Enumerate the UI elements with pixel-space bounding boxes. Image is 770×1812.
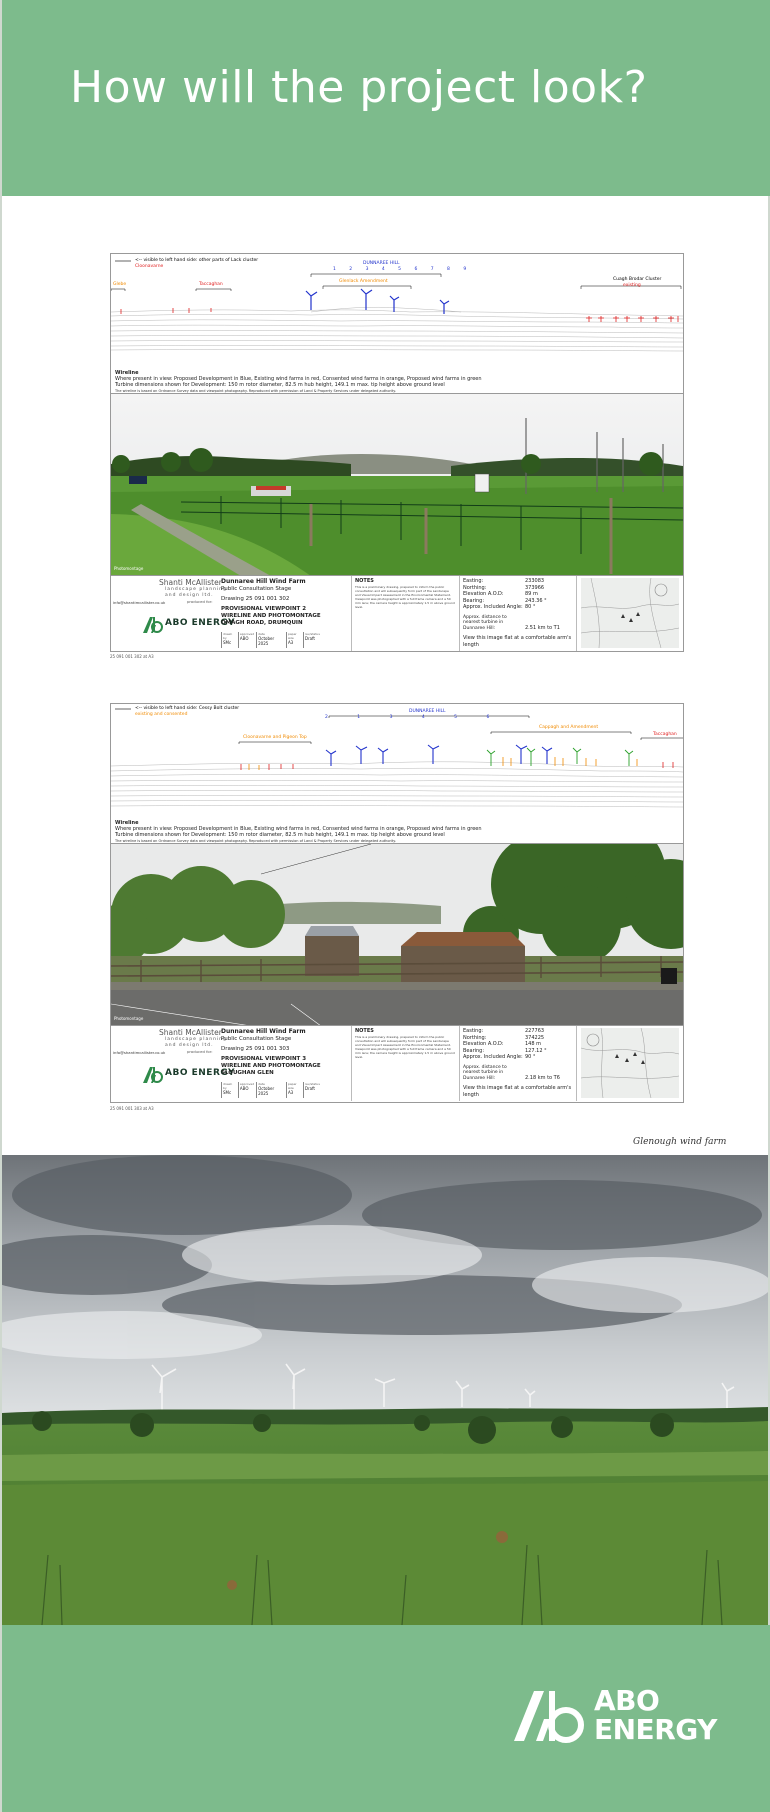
meta-cell [238, 1082, 254, 1098]
drawing-number: Drawing 25 091 001 303 [221, 1046, 290, 1052]
abo-logo-icon [514, 1687, 586, 1743]
title-divider [459, 576, 460, 651]
legend-colors: Where present in view: Proposed Development in Blue, Existing wind farms in red, Consented wind farms in orange, Proposed wind farms in green [115, 376, 482, 382]
geo-key: Elevation A.O.D: [463, 591, 504, 597]
title-block [111, 576, 683, 651]
meta-cell [286, 1082, 301, 1098]
geo-val: 90 ° [525, 1054, 536, 1060]
wire-label-existing: existing [623, 283, 641, 288]
viewpoint-location: SLOUGHAN GLEN [221, 1070, 274, 1076]
geo-val: 233083 [525, 578, 545, 584]
meta-val: A3 [287, 640, 294, 645]
photomontage-image [111, 844, 683, 1026]
meta-cell [238, 632, 254, 648]
meta-head: approved [239, 632, 255, 636]
company-email: info@shantimcallister.co.uk [113, 600, 166, 605]
company-sub1: landscape planning [165, 1037, 227, 1042]
abo-logo-icon [143, 1065, 163, 1083]
drawing-number: Drawing 25 091 001 302 [221, 596, 290, 602]
meta-val: October 2025 [258, 1086, 275, 1096]
meta-cell [221, 632, 236, 648]
abo-logo-icon [143, 615, 163, 633]
viewpoint-location: OMAGH ROAD, DRUMQUIN [221, 620, 303, 626]
meta-cell [286, 632, 301, 648]
viewpoint-title: PROVISIONAL VIEWPOINT 3 [221, 1056, 307, 1062]
notes-heading: NOTES [355, 578, 374, 584]
wire-label-taccaghan: Taccaghan [199, 282, 223, 287]
photomontage-stamp: Photomontage [114, 566, 144, 571]
location-map-image [581, 1028, 679, 1098]
viewpoint-sheet-2 [110, 253, 684, 652]
geo-table [463, 1028, 573, 1098]
distance-value: 2.51 km to T1 [525, 624, 560, 631]
meta-head: date [258, 1082, 265, 1086]
location-map [581, 1028, 679, 1098]
geo-key: Bearing: [463, 597, 485, 604]
wire-label-cloonavarne: Cloonavarne [135, 264, 164, 269]
wind-farm-landscape [2, 1155, 768, 1625]
project-stage: Public Consultation Stage [221, 586, 292, 592]
meta-val: Draft [304, 1086, 315, 1091]
meta-cell [256, 632, 284, 648]
legend-colors: Where present in view: Proposed Development in Blue, Existing wind farms in red, Consented wind farms in orange, Proposed wind farms in green [115, 826, 482, 832]
meta-head: drawn by [223, 632, 233, 640]
geo-val: 80 ° [525, 604, 536, 610]
wire-direction-note: <-- visible to left hand side: other parts of Lack cluster [135, 258, 259, 263]
wire-legend [115, 820, 675, 844]
distance-label: Approx. distance to nearest turbine in Dunnaree Hill: [463, 1064, 507, 1081]
view-note: View this image flat at a comfortable arm's length [463, 1085, 572, 1098]
meta-cell [256, 1082, 284, 1098]
legend-dimensions: Turbine dimensions shown for Development: 150 m rotor diameter, 82.5 m hub height, 149.1 m max. tip height above ground level [115, 832, 445, 838]
legend-heading: Wireline [115, 820, 139, 826]
company-email: info@shantimcallister.co.uk [113, 1050, 166, 1055]
legend-source: The wireline is based on Ordnance Survey data and viewpoint photography. Reproduced with permission of Land & Property Services under delegated authority. [115, 839, 396, 843]
geo-key: Elevation A.O.D: [463, 1041, 504, 1047]
geo-key: Approx. Included Angle: [463, 604, 523, 610]
footer-logo-line1: ABO [594, 1684, 660, 1717]
meta-val: ABO [239, 1086, 249, 1091]
brand-name: ABO ENERGY [165, 1068, 236, 1078]
meta-cell [303, 1082, 321, 1098]
sheet-ref: 25 091 001 302 at A3 [110, 654, 154, 659]
viewpoint-subtitle: WIRELINE AND PHOTOMONTAGE [221, 613, 321, 619]
geo-key: Northing: [463, 584, 487, 591]
notes-body: This is a preliminary drawing, prepared to inform the public consultation and will subsequently form part of the Landscape and Visual Impact Assessment in the Environmental Statement. Viewpoint was photographed with a full frame camera and a 50 mm lens; the camera height is approximately 1.5 m above ground level. [355, 585, 455, 609]
company-sub2: and design ltd. [165, 1043, 214, 1048]
legend-heading: Wireline [115, 370, 139, 376]
meta-table [221, 1082, 321, 1098]
geo-row [463, 604, 573, 611]
meta-head: paper size [287, 632, 297, 640]
company-sub2: and design ltd. [165, 593, 214, 598]
company-name: Shanti McAllister [159, 1028, 222, 1037]
meta-head: paper size [287, 1082, 297, 1090]
wind-farm-photo [2, 1155, 768, 1625]
abo-logo-small [143, 1065, 163, 1085]
meta-val: ABO [239, 636, 249, 641]
location-map [581, 578, 679, 648]
project-name: Dunnaree Hill Wind Farm [221, 578, 306, 585]
title-divider [576, 576, 577, 651]
viewpoint-sheet-3 [110, 703, 684, 1103]
wire-legend [115, 370, 675, 394]
legend-dimensions: Turbine dimensions shown for Development: 150 m rotor diameter, 82.5 m hub height, 149.1 m max. tip height above ground level [115, 382, 445, 388]
footer-banner [2, 1625, 770, 1812]
wire-direction-note: <-- visible to left hand side: Cessy Bolt cluster [135, 706, 240, 711]
geo-key: Bearing: [463, 1047, 485, 1054]
wire-turbine-numbers: 1 2 3 4 5 6 7 8 9 [333, 267, 473, 272]
geo-table [463, 578, 573, 648]
wireline-panel [111, 704, 683, 844]
page-title: How will the project look? [70, 62, 648, 113]
viewpoint-title: PROVISIONAL VIEWPOINT 2 [221, 606, 307, 612]
meta-val: October 2025 [258, 636, 275, 646]
geo-val: 89 m [525, 591, 538, 597]
title-divider [351, 1026, 352, 1101]
wire-label-hill: DUNNAREE HILL [409, 709, 446, 714]
wire-label-left-group: Cloonavarne and Pigeon Top [243, 735, 307, 740]
geo-row [463, 615, 573, 632]
photomontage-panel [111, 394, 683, 576]
geo-key: Easting: [463, 578, 484, 584]
geo-val: 127.12 ° [525, 1047, 547, 1054]
photomontage-image [111, 394, 683, 576]
wire-label-far-right: Taccaghan [653, 732, 677, 737]
abo-logo-small [143, 615, 163, 635]
geo-row [463, 1054, 573, 1061]
wire-label-consented: Glenlack Amendment [339, 279, 388, 284]
meta-val: SMc [223, 1090, 232, 1095]
geo-val: 243.36 ° [525, 597, 547, 604]
distance-label: Approx. distance to nearest turbine in Dunnaree Hill: [463, 614, 507, 631]
wire-label-right-group: Cappagh and Amendment [539, 725, 599, 730]
photo-caption: Glenough wind farm [633, 1137, 727, 1147]
geo-val: 148 m [525, 1041, 542, 1047]
viewpoint-subtitle: WIRELINE AND PHOTOMONTAGE [221, 1063, 321, 1069]
geo-val: 373966 [525, 584, 545, 591]
green-turbines [487, 748, 633, 766]
meta-cell [303, 632, 321, 648]
wire-label-hill: DUNNAREE HILL [363, 261, 400, 266]
geo-val: 227763 [525, 1028, 545, 1034]
company-sub1: landscape planning [165, 587, 227, 592]
company-sub3: produced for: [187, 599, 213, 604]
meta-head: date [258, 632, 265, 636]
project-name: Dunnaree Hill Wind Farm [221, 1028, 306, 1035]
meta-head: drawn by [223, 1082, 233, 1090]
title-divider [351, 576, 352, 651]
view-note: View this image flat at a comfortable arm's length [463, 635, 572, 648]
abo-energy-logo [514, 1687, 586, 1747]
meta-val: SMc [223, 640, 232, 645]
wire-label-existing-consented: existing and consented [135, 712, 188, 717]
footer-logo-line2: ENERGY [594, 1713, 717, 1746]
geo-val: 374225 [525, 1034, 545, 1041]
meta-head: rev/status [304, 632, 320, 636]
meta-head: approved [239, 1082, 255, 1086]
wire-label-right-cluster: Cuagh Brodar Cluster [613, 277, 662, 282]
meta-cell [221, 1082, 236, 1098]
notes-heading: NOTES [355, 1028, 374, 1034]
wire-label-glebe: Glebe [113, 282, 127, 287]
header-banner [2, 0, 770, 196]
meta-val: A3 [287, 1090, 294, 1095]
meta-table [221, 632, 321, 648]
geo-row [463, 1065, 573, 1082]
distance-value: 2.18 km to T6 [525, 1074, 560, 1081]
photomontage-stamp: Photomontage [114, 1016, 144, 1021]
geo-key: Northing: [463, 1034, 487, 1041]
wire-turbine-numbers: 2 1 3 4 5 6 [325, 715, 504, 720]
notes-body: This is a preliminary drawing, prepared to inform the public consultation and will subsequently form part of the Landscape and Visual Impact Assessment in the Environmental Statement. Viewpoint was photographed with a full frame camera and a 50 mm lens; the camera height is approximately 1.5 m above ground level. [355, 1035, 455, 1059]
brand-name: ABO ENERGY [165, 618, 236, 628]
company-sub3: produced for: [187, 1049, 213, 1054]
photomontage-panel [111, 844, 683, 1026]
project-stage: Public Consultation Stage [221, 1036, 292, 1042]
wireline-panel [111, 254, 683, 394]
meta-val: Draft [304, 636, 315, 641]
company-name: Shanti McAllister [159, 578, 222, 587]
title-divider [576, 1026, 577, 1101]
meta-head: rev/status [304, 1082, 320, 1086]
geo-key: Easting: [463, 1028, 484, 1034]
proposed-turbines [326, 745, 552, 766]
legend-source: The wireline is based on Ordnance Survey data and viewpoint photography. Reproduced with permission of Land & Property Services under delegated authority. [115, 389, 396, 393]
title-block [111, 1026, 683, 1101]
location-map-image [581, 578, 679, 648]
title-divider [459, 1026, 460, 1101]
geo-key: Approx. Included Angle: [463, 1054, 523, 1060]
sheet-ref: 25 091 001 303 at A3 [110, 1106, 154, 1111]
